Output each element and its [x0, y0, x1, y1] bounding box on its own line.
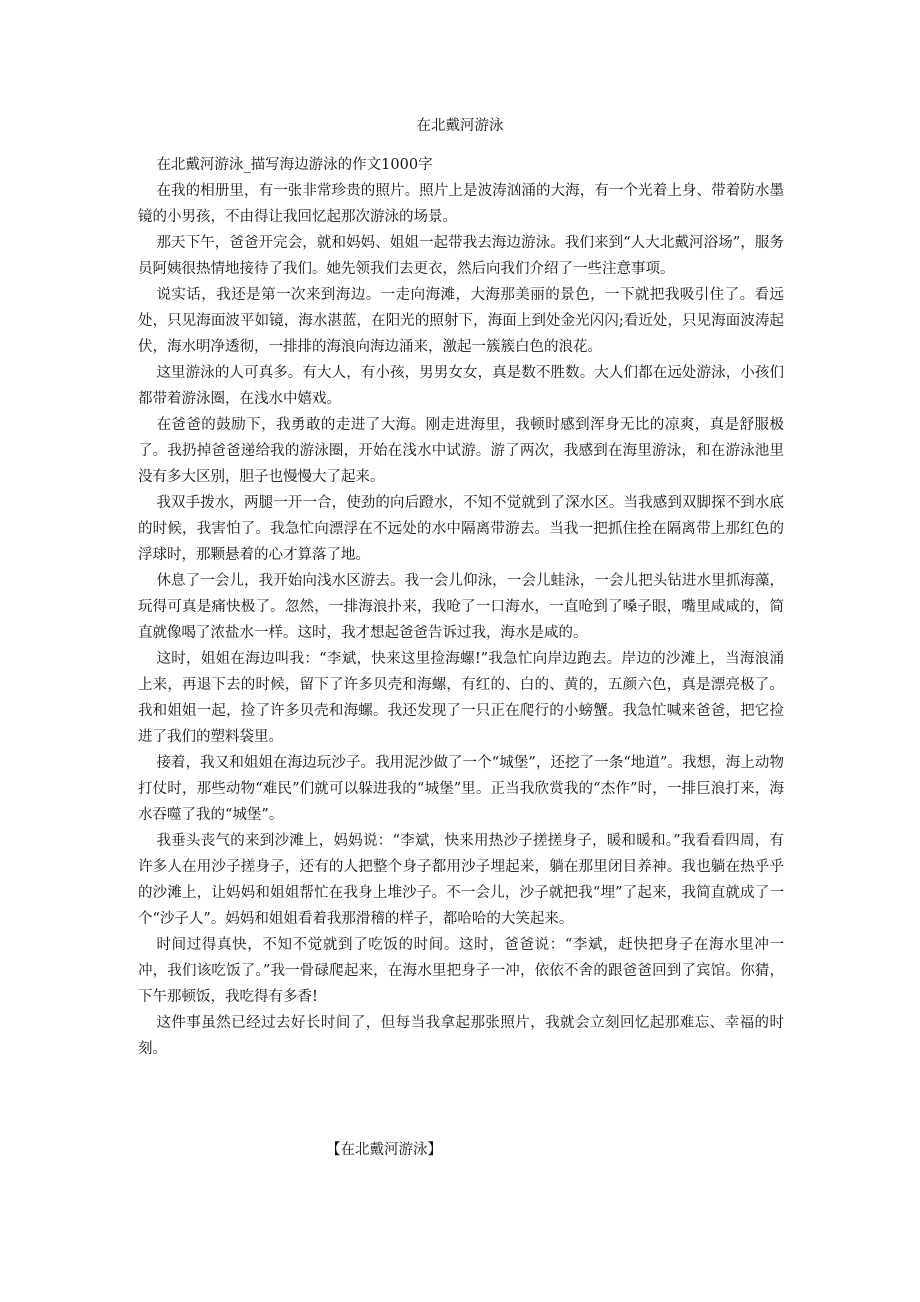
body-paragraph: 这件事虽然已经过去好长时间了，但每当我拿起那张照片，我就会立刻回忆起那难忘、幸福的时刻。	[138, 1015, 784, 1057]
body-paragraph: 休息了一会儿，我开始向浅水区游去。我一会儿仰泳，一会儿蛙泳，一会儿把头钻进水里抓海藻，玩得可真是痛快极了。忽然，一排海浪扑来，我呛了一口海水，一直呛到了嗓子眼，嘴里咸咸的，简直就像喝了浓盐水一样。这时，我才想起爸爸告诉过我，海水是咸的。	[138, 573, 784, 641]
document-title: 在北戴河游泳	[416, 118, 504, 134]
body-paragraph: 在我的相册里，有一张非常珍贵的照片。照片上是波涛汹涌的大海，有一个光着上身、带着防水墨镜的小男孩，不由得让我回忆起那次游泳的场景。	[138, 183, 784, 225]
body-paragraph: 我双手拨水，两腿一开一合，使劲的向后蹬水，不知不觉就到了深水区。当我感到双脚探不到水底的时候，我害怕了。我急忙向漂浮在不远处的水中隔离带游去。当我一把抓住拴在隔离带上那红色的浮球时，那颗悬着的心才算落了地。	[138, 495, 784, 563]
subtitle-paragraph: 在北戴河游泳_描写海边游泳的作文1000字	[156, 157, 433, 173]
body-paragraph: 在爸爸的鼓励下，我勇敢的走进了大海。刚走进海里，我顿时感到浑身无比的凉爽，真是舒服极了。我扔掉爸爸递给我的游泳圈，开始在浅水中试游。游了两次，我感到在海里游泳，和在游泳池里没有多大区别，胆子也慢慢大了起来。	[138, 417, 784, 485]
body-paragraph: 说实话，我还是第一次来到海边。一走向海滩，大海那美丽的景色，一下就把我吸引住了。看远处，只见海面波平如镜，海水湛蓝，在阳光的照射下，海面上到处金光闪闪;看近处，只见海面波涛起伏，海水明净透彻，一排排的海浪向海边涌来，激起一簇簇白色的浪花。	[138, 287, 784, 355]
body-paragraph: 时间过得真快，不知不觉就到了吃饭的时间。这时，爸爸说：“李斌，赶快把身子在海水里冲一冲，我们该吃饭了。”我一骨碌爬起来，在海水里把身子一冲，依依不舍的跟爸爸回到了宾馆。你猜，下午那顿饭，我吃得有多香!	[138, 937, 784, 1005]
body-paragraph: 那天下午，爸爸开完会，就和妈妈、姐姐一起带我去海边游泳。我们来到“人大北戴河浴场”，服务员阿姨很热情地接待了我们。她先领我们去更衣，然后向我们介绍了一些注意事项。	[138, 235, 784, 277]
body-paragraph: 这里游泳的人可真多。有大人，有小孩，男男女女，真是数不胜数。大人们都在远处游泳，小孩们都带着游泳圈，在浅水中嬉戏。	[138, 365, 784, 407]
body-paragraph: 这时，姐姐在海边叫我：“李斌，快来这里捡海螺!”我急忙向岸边跑去。岸边的沙滩上，当海浪涌上来，再退下去的时候，留下了许多贝壳和海螺，有红的、白的、黄的，五颜六色，真是漂亮极了。我和姐姐一起，捡了许多贝壳和海螺。我还发现了一只正在爬行的小螃蟹。我急忙喊来爸爸，把它捡进了我们的塑料袋里。	[138, 651, 784, 745]
footer-tag: 【在北戴河游泳】	[326, 1142, 442, 1158]
body-paragraph: 我垂头丧气的来到沙滩上，妈妈说：“李斌，快来用热沙子搓搓身子，暖和暖和。”我看看四周，有许多人在用沙子搓身子，还有的人把整个身子都用沙子埋起来，躺在那里闭目养神。我也躺在热乎乎的沙滩上，让妈妈和姐姐帮忙在我身上堆沙子。不一会儿，沙子就把我“埋”了起来，我简直就成了一个“沙子人”。妈妈和姐姐看着我那滑稽的样子，都哈哈的大笑起来。	[138, 833, 784, 927]
body-paragraph: 接着，我又和姐姐在海边玩沙子。我用泥沙做了一个“城堡”，还挖了一条“地道”。我想，海上动物打仗时，那些动物“难民”们就可以躲进我的“城堡”里。正当我欣赏我的“杰作”时，一排巨浪打来，海水吞噬了我的“城堡”。	[138, 755, 784, 823]
document-body	[138, 152, 784, 1062]
